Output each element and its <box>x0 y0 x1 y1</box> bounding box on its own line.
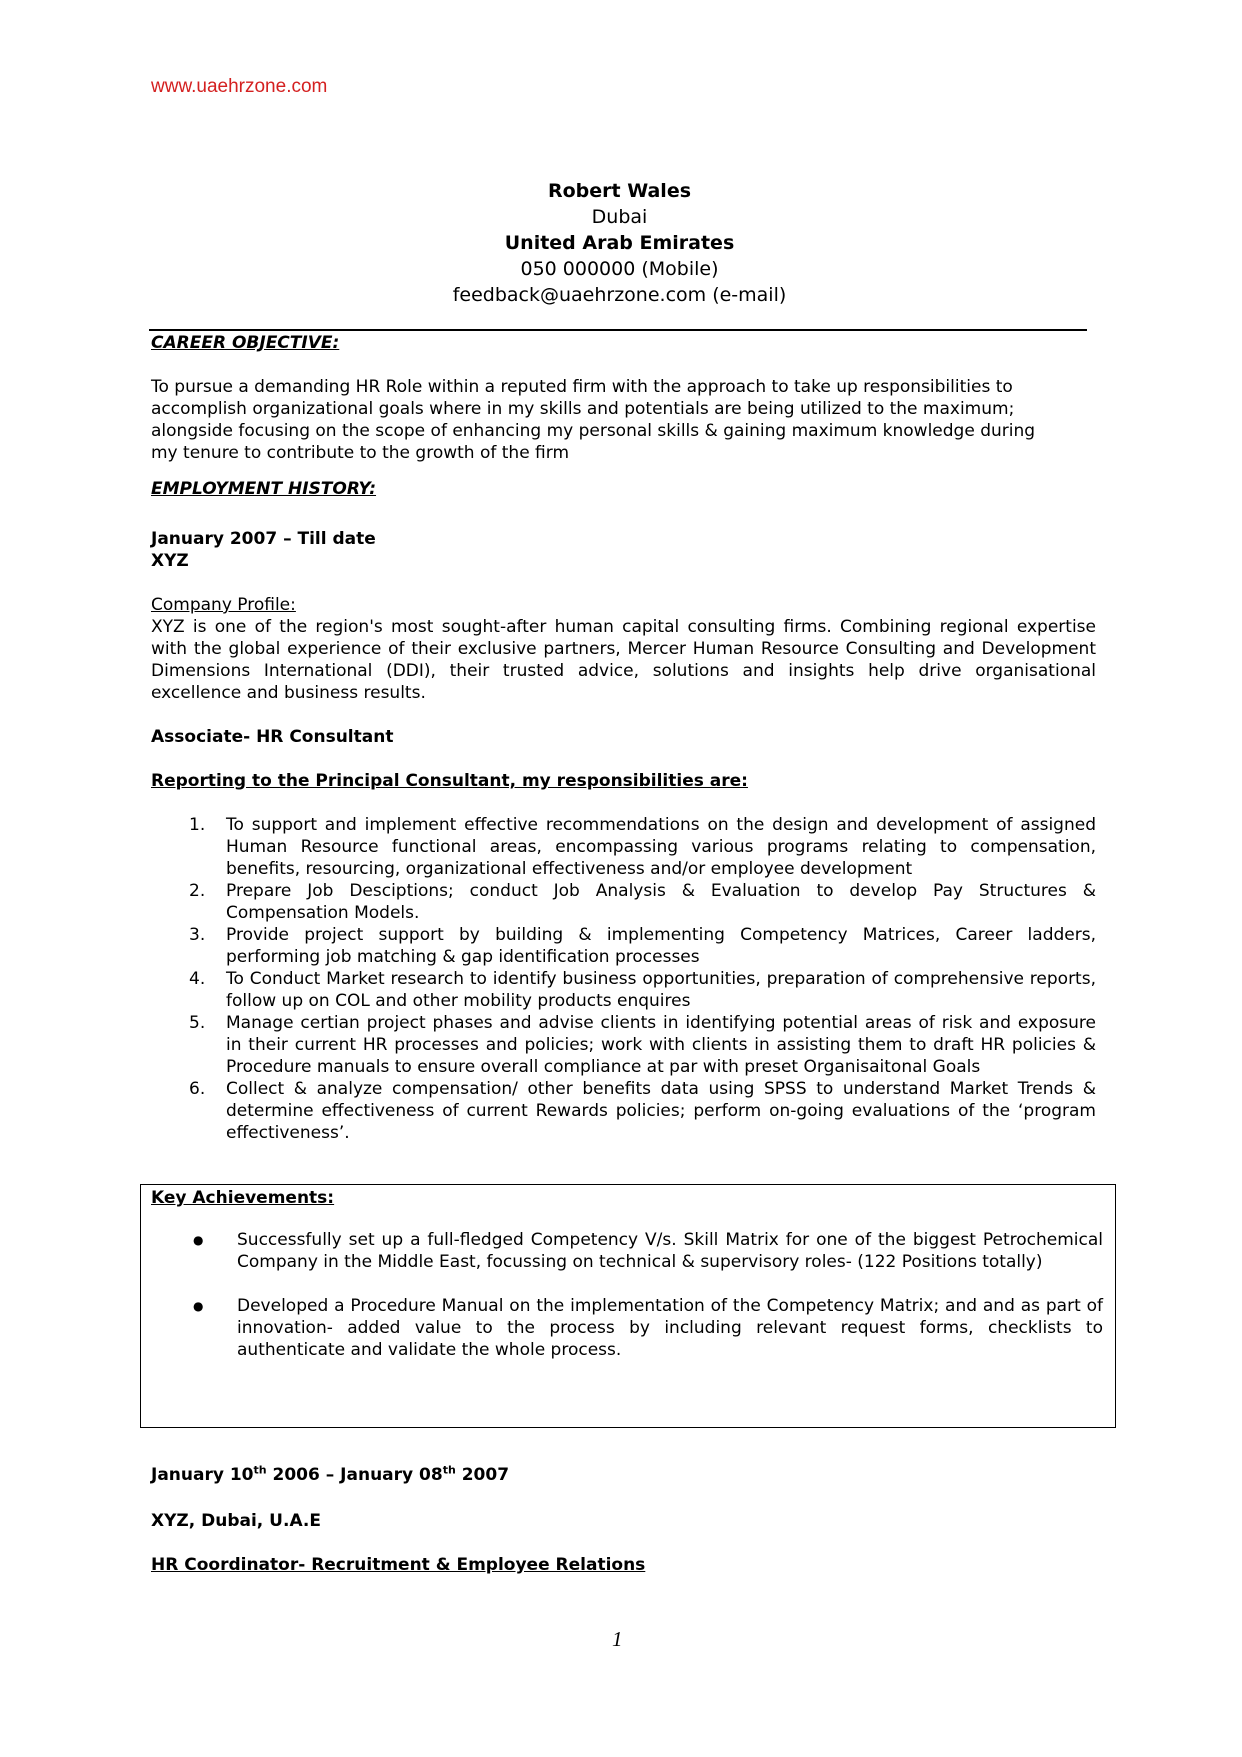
job2-period-start: January 10 <box>151 1465 254 1485</box>
key-achievements-title: Key Achievements: <box>151 1188 335 1208</box>
list-item <box>141 1295 1103 1361</box>
responsibilities-list <box>151 814 1096 1144</box>
list-text: Manage certian project phases and advise clients in identifying potential areas of risk and exposure in their current HR processes and policies; work with clients in assisting them to draft HR policies & Procedure manuals to ensure overall compliance at par with preset Organisaitonal Goals <box>226 1013 1096 1077</box>
list-item <box>151 924 1096 968</box>
job1-reporting: Reporting to the Principal Consultant, my responsibilities are: <box>151 771 748 791</box>
candidate-phone: 050 000000 (Mobile) <box>520 258 719 280</box>
contact-header <box>151 178 1088 308</box>
page-number: 1 <box>612 1627 623 1651</box>
header-divider <box>149 329 1087 331</box>
list-text: Collect & analyze compensation/ other benefits data using SPSS to understand Market Trends & determine effectiveness of current Rewards policies; perform on-going evaluations of the ‘program effectiveness’. <box>226 1079 1096 1143</box>
employment-history-heading: EMPLOYMENT HISTORY: <box>151 479 377 499</box>
company-profile-text: XYZ is one of the region's most sought-after human capital consulting firms. Combining regional expertise with the global experience of their exclusive partners, Mercer Human Resource Consulting and Development Dimensions International (DDI), their trusted advice, solutions and insights help drive organisational excellence and business results. <box>151 617 1096 703</box>
bullet-icon: ● <box>193 1233 204 1247</box>
list-item <box>151 1012 1096 1078</box>
candidate-city: Dubai <box>591 206 648 228</box>
list-number: 3. <box>189 925 206 945</box>
list-number: 1. <box>189 815 206 835</box>
job2-period-start-sup: th <box>253 1463 267 1477</box>
list-item <box>151 968 1096 1012</box>
list-item <box>151 814 1096 880</box>
job1-role: Associate- HR Consultant <box>151 727 394 747</box>
bullet-icon: ● <box>193 1299 204 1313</box>
key-achievements-box <box>140 1184 1116 1428</box>
job1-period: January 2007 – Till date <box>151 529 376 549</box>
career-objective-text: To pursue a demanding HR Role within a reputed firm with the approach to take up responsibilities to accomplish organizational goals where in my skills and potentials are being utilized to the maximum; alongside focusing on the scope of enhancing my personal skills & gaining maximum knowledge during my tenure to contribute to the growth of the firm <box>151 377 1036 463</box>
list-number: 5. <box>189 1013 206 1033</box>
list-item <box>151 880 1096 924</box>
list-number: 2. <box>189 881 206 901</box>
list-number: 4. <box>189 969 206 989</box>
list-text: To support and implement effective recommendations on the design and development of assigned Human Resource functional areas, encompassing various programs relating to compensation, benefits, resourcing, organizational effectiveness and/or employee development <box>226 815 1096 879</box>
list-number: 6. <box>189 1079 206 1099</box>
job2-company: XYZ, Dubai, U.A.E <box>151 1511 321 1531</box>
website-link[interactable]: www.uaehrzone.com <box>151 76 328 97</box>
list-item <box>151 1078 1096 1144</box>
list-item <box>141 1229 1103 1273</box>
job2-period-end: 2007 <box>455 1465 510 1485</box>
job1-company: XYZ <box>151 551 189 571</box>
candidate-email: feedback@uaehrzone.com (e-mail) <box>452 284 787 306</box>
list-text: Prepare Job Desciptions; conduct Job Analysis & Evaluation to develop Pay Structures & Compensation Models. <box>226 881 1096 923</box>
company-profile-label: Company Profile: <box>151 595 296 615</box>
job2-period-end-sup: th <box>442 1463 456 1477</box>
job2-period-mid: 2006 – January 08 <box>266 1465 443 1485</box>
career-objective-heading: CAREER OBJECTIVE: <box>151 333 340 353</box>
list-text: To Conduct Market research to identify business opportunities, preparation of comprehensive reports, follow up on COL and other mobility products enquires <box>226 969 1096 1011</box>
job2-role: HR Coordinator- Recruitment & Employee Relations <box>151 1555 646 1575</box>
achievement-text: Successfully set up a full-fledged Competency V/s. Skill Matrix for one of the biggest Petrochemical Company in the Middle East, focussing on technical & supervisory roles- (122 Positions totally) <box>237 1230 1103 1272</box>
achievements-list <box>141 1229 1103 1383</box>
achievement-text: Developed a Procedure Manual on the implementation of the Competency Matrix; and and as part of innovation- added value to the process by including relevant request forms, checklists to authenticate and validate the whole process. <box>237 1296 1103 1360</box>
job2-period <box>151 1464 1096 1486</box>
list-text: Provide project support by building & implementing Competency Matrices, Career ladders, performing job matching & gap identification processes <box>226 925 1096 967</box>
candidate-name: Robert Wales <box>547 180 692 202</box>
candidate-country: United Arab Emirates <box>504 232 735 254</box>
